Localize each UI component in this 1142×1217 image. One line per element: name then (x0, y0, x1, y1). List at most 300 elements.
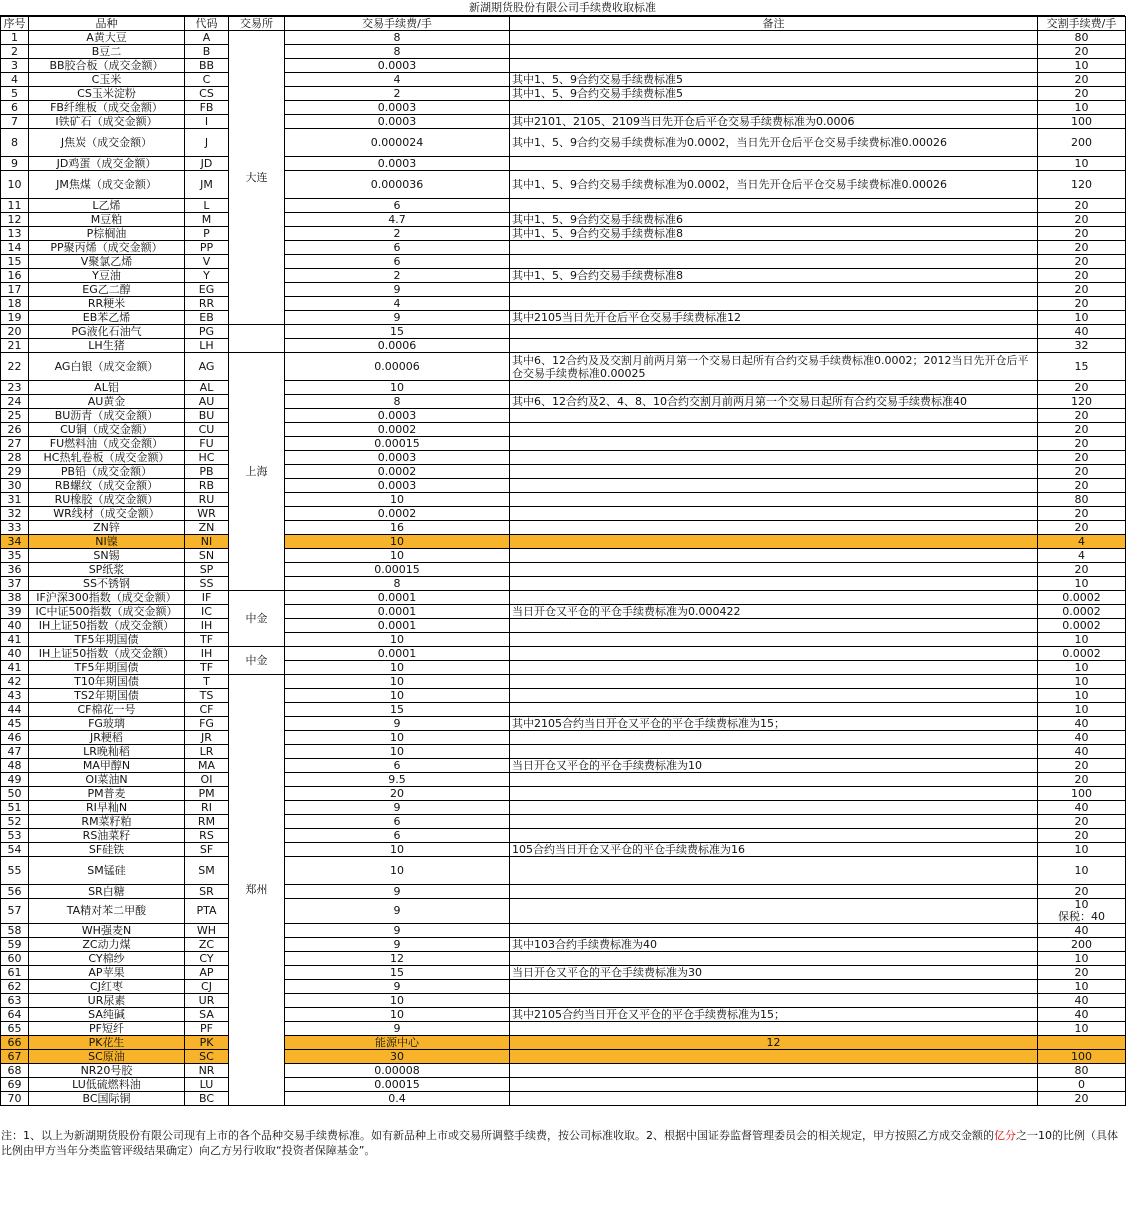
delivery-value: 20 (1074, 408, 1089, 422)
delivery-value: 20 (1074, 296, 1089, 310)
cell-seq: 64 (1, 1008, 29, 1022)
cell-delivery (1038, 465, 1126, 479)
cell-name: M豆粕 (29, 213, 185, 227)
cell-remark (510, 297, 1038, 311)
cell-remark (510, 255, 1038, 269)
cell-delivery (1038, 952, 1126, 966)
cell-code: RR (185, 297, 229, 311)
delivery-value: 0.0002 (1062, 590, 1101, 604)
delivery-value: 10 (1074, 702, 1089, 716)
table-row (1, 787, 1126, 801)
delivery-value: 20 (1074, 884, 1089, 898)
cell-remark (510, 633, 1038, 647)
table-row (1, 311, 1126, 325)
cell-fee: 8 (285, 577, 510, 591)
cell-fee: 10 (285, 549, 510, 563)
delivery-value: 20 (1074, 506, 1089, 520)
cell-code: HC (185, 451, 229, 465)
cell-name: LH生猪 (29, 339, 185, 353)
delivery-value: 10 (1074, 1021, 1089, 1035)
cell-fee: 0.000024 (285, 129, 510, 157)
cell-seq: 62 (1, 980, 29, 994)
cell-delivery (1038, 899, 1126, 924)
cell-remark (510, 451, 1038, 465)
cell-delivery (1038, 451, 1126, 465)
footnote-part2: 之一10的比例（具体比例由甲方当年分类监管评级结果确定）向乙方另行收取“投资者保障基金”。 (1, 1129, 1118, 1157)
cell-name: TF5年期国债 (29, 633, 185, 647)
cell-code: PTA (185, 899, 229, 924)
cell-remark: 其中2105当日先开仓后平仓交易手续费标准12 (510, 311, 1038, 325)
cell-name: JR粳稻 (29, 731, 185, 745)
cell-remark (510, 493, 1038, 507)
cell-delivery (1038, 535, 1126, 549)
cell-name: FB纤维板（成交金额） (29, 101, 185, 115)
table-row (1, 479, 1126, 493)
cell-delivery (1038, 31, 1126, 45)
delivery-value: 10 (1074, 951, 1089, 965)
cell-fee: 0.0001 (285, 591, 510, 605)
cell-remark (510, 647, 1038, 661)
cell-delivery (1038, 689, 1126, 703)
cell-remark (510, 535, 1038, 549)
cell-delivery (1038, 269, 1126, 283)
table-row (1, 773, 1126, 787)
cell-remark (510, 1092, 1038, 1106)
cell-name: ZN锌 (29, 521, 185, 535)
cell-fee: 0.4 (285, 1092, 510, 1106)
cell-delivery (1038, 938, 1126, 952)
cell-delivery (1038, 199, 1126, 213)
table-row (1, 1092, 1126, 1106)
delivery-value: 20 (1074, 965, 1089, 979)
cell-remark (510, 45, 1038, 59)
cell-name: L乙烯 (29, 199, 185, 213)
table-row (1, 87, 1126, 101)
cell-name: SN锡 (29, 549, 185, 563)
cell-code: PP (185, 241, 229, 255)
cell-delivery (1038, 409, 1126, 423)
cell-name: P棕榈油 (29, 227, 185, 241)
cell-seq: 9 (1, 157, 29, 171)
table-row (1, 45, 1126, 59)
cell-delivery (1038, 966, 1126, 980)
cell-fee: 12 (510, 1036, 1038, 1050)
cell-seq: 20 (1, 325, 29, 339)
delivery-value: 200 (1071, 937, 1092, 951)
cell-delivery (1038, 591, 1126, 605)
cell-name: IH上证50指数（成交金额） (29, 619, 185, 633)
cell-code: P (185, 227, 229, 241)
cell-code: FG (185, 717, 229, 731)
cell-fee: 0.00015 (285, 563, 510, 577)
delivery-value: 120 (1071, 177, 1092, 191)
delivery-value: 20 (1074, 814, 1089, 828)
cell-delivery (1038, 885, 1126, 899)
cell-seq: 37 (1, 577, 29, 591)
cell-seq: 7 (1, 115, 29, 129)
delivery-value: 10 (1074, 632, 1089, 646)
cell-delivery (1038, 661, 1126, 675)
cell-name: CS玉米淀粉 (29, 87, 185, 101)
delivery-value: 20 (1074, 282, 1089, 296)
cell-code: AL (185, 381, 229, 395)
cell-delivery (1038, 924, 1126, 938)
cell-remark: 105合约当日开仓又平仓的平仓手续费标准为16 (510, 843, 1038, 857)
cell-remark (510, 1064, 1038, 1078)
cell-delivery (1038, 1008, 1126, 1022)
delivery-value: 40 (1074, 1007, 1089, 1021)
cell-code: SP (185, 563, 229, 577)
cell-delivery (1038, 311, 1126, 325)
cell-delivery (1038, 507, 1126, 521)
delivery-value: 10 (1074, 576, 1089, 590)
cell-fee: 20 (285, 787, 510, 801)
cell-delivery (1038, 521, 1126, 535)
cell-fee: 0.0003 (285, 479, 510, 493)
delivery-value: 40 (1074, 716, 1089, 730)
cell-code: SR (185, 885, 229, 899)
cell-seq: 52 (1, 815, 29, 829)
delivery-value-bonded: 保税：40 (1058, 910, 1105, 923)
table-row (1, 269, 1126, 283)
cell-fee: 8 (285, 31, 510, 45)
cell-code: JM (185, 171, 229, 199)
delivery-value: 20 (1074, 520, 1089, 534)
delivery-value: 40 (1074, 923, 1089, 937)
cell-seq: 49 (1, 773, 29, 787)
cell-delivery (1038, 59, 1126, 73)
cell-delivery (1038, 395, 1126, 409)
cell-seq: 68 (1, 1064, 29, 1078)
table-row (1, 255, 1126, 269)
cell-remark (510, 980, 1038, 994)
cell-fee: 8 (285, 395, 510, 409)
delivery-value: 0.0002 (1062, 618, 1101, 632)
cell-seq: 42 (1, 675, 29, 689)
table-body (1, 31, 1126, 1106)
cell-seq: 35 (1, 549, 29, 563)
table-row (1, 493, 1126, 507)
cell-exchange: 中金 (229, 591, 285, 647)
cell-code: NI (185, 535, 229, 549)
cell-name: C玉米 (29, 73, 185, 87)
table-row (1, 1008, 1126, 1022)
table-row (1, 395, 1126, 409)
header-exchange: 交易所 (229, 17, 285, 31)
cell-code: RM (185, 815, 229, 829)
cell-seq: 70 (1, 1092, 29, 1106)
cell-code: B (185, 45, 229, 59)
cell-code: RI (185, 801, 229, 815)
cell-delivery (1038, 787, 1126, 801)
cell-name: TF5年期国债 (29, 661, 185, 675)
cell-fee: 2 (285, 227, 510, 241)
table-row (1, 661, 1126, 675)
delivery-value: 20 (1074, 1091, 1089, 1105)
cell-code: RB (185, 479, 229, 493)
cell-name: SM锰硅 (29, 857, 185, 885)
cell-name: AL铝 (29, 381, 185, 395)
cell-code: JR (185, 731, 229, 745)
delivery-value: 10 (1074, 674, 1089, 688)
cell-seq: 21 (1, 339, 29, 353)
cell-name: JM焦煤（成交金额） (29, 171, 185, 199)
cell-name: AU黄金 (29, 395, 185, 409)
cell-seq: 5 (1, 87, 29, 101)
cell-name: FU燃料油（成交金额） (29, 437, 185, 451)
cell-fee: 9 (285, 311, 510, 325)
cell-remark: 其中1、5、9合约交易手续费标准为0.0002，当日先开仓后平仓交易手续费标准0.00026 (510, 171, 1038, 199)
table-row (1, 759, 1126, 773)
cell-code: RS (185, 829, 229, 843)
cell-fee: 0.0003 (285, 101, 510, 115)
delivery-value: 20 (1074, 828, 1089, 842)
delivery-value: 10 (1074, 156, 1089, 170)
delivery-value: 0.0002 (1062, 604, 1101, 618)
cell-fee: 9 (285, 899, 510, 924)
cell-delivery (1038, 171, 1126, 199)
cell-name: RR粳米 (29, 297, 185, 311)
table-row (1, 1064, 1126, 1078)
cell-exchange: 大连 (229, 31, 285, 325)
cell-seq: 10 (1, 171, 29, 199)
cell-remark: 其中6、12合约及2、4、8、10合约交割月前两月第一个交易日起所有合约交易手续费标准40 (510, 395, 1038, 409)
table-row (1, 283, 1126, 297)
cell-fee: 4 (285, 73, 510, 87)
cell-delivery (1038, 87, 1126, 101)
cell-name: RB螺纹（成交金额） (29, 479, 185, 493)
cell-code: IH (185, 619, 229, 633)
cell-remark (510, 924, 1038, 938)
cell-name: MA甲醇N (29, 759, 185, 773)
cell-seq: 32 (1, 507, 29, 521)
cell-fee: 9 (285, 801, 510, 815)
cell-delivery (1038, 577, 1126, 591)
cell-delivery (1038, 759, 1126, 773)
cell-fee: 10 (285, 675, 510, 689)
table-row (1, 101, 1126, 115)
cell-code: PG (185, 325, 229, 339)
cell-remark: 当日开仓又平仓的平仓手续费标准为10 (510, 759, 1038, 773)
cell-code: TF (185, 661, 229, 675)
delivery-value: 120 (1071, 394, 1092, 408)
cell-code: PB (185, 465, 229, 479)
table-row (1, 843, 1126, 857)
cell-fee: 9 (285, 980, 510, 994)
table-row (1, 1078, 1126, 1092)
delivery-value: 20 (1074, 450, 1089, 464)
delivery-value: 20 (1074, 198, 1089, 212)
cell-fee: 6 (285, 829, 510, 843)
cell-fee: 0.00015 (285, 437, 510, 451)
delivery-value: 10 (1074, 863, 1089, 877)
cell-fee: 9 (285, 885, 510, 899)
cell-delivery (1038, 353, 1126, 381)
cell-delivery (1038, 815, 1126, 829)
cell-code: FB (185, 101, 229, 115)
cell-seq: 25 (1, 409, 29, 423)
cell-seq: 56 (1, 885, 29, 899)
cell-fee: 10 (285, 745, 510, 759)
cell-seq: 14 (1, 241, 29, 255)
table-row (1, 619, 1126, 633)
cell-remark (510, 885, 1038, 899)
cell-delivery (1038, 745, 1126, 759)
sheet-title: 新湖期货股份有限公司手续费收取标准 (0, 0, 1125, 16)
cell-fee: 0.0003 (285, 409, 510, 423)
cell-code: UR (185, 994, 229, 1008)
delivery-value: 32 (1074, 338, 1089, 352)
delivery-value: 20 (1074, 464, 1089, 478)
cell-code: LU (185, 1078, 229, 1092)
delivery-value: 20 (1074, 772, 1089, 786)
table-row (1, 549, 1126, 563)
table-row (1, 966, 1126, 980)
cell-delivery (1038, 843, 1126, 857)
cell-fee: 2 (285, 269, 510, 283)
cell-name: RM菜籽粕 (29, 815, 185, 829)
cell-fee: 0.0003 (285, 157, 510, 171)
delivery-value: 100 (1071, 786, 1092, 800)
cell-remark (510, 675, 1038, 689)
cell-fee: 10 (285, 661, 510, 675)
table-row (1, 521, 1126, 535)
fee-table (0, 16, 1126, 1106)
cell-delivery (1038, 213, 1126, 227)
cell-remark (510, 994, 1038, 1008)
cell-code: TS (185, 689, 229, 703)
table-row (1, 952, 1126, 966)
cell-fee: 0.0002 (285, 465, 510, 479)
cell-seq: 67 (1, 1050, 29, 1064)
cell-delivery (1038, 423, 1126, 437)
table-row (1, 535, 1126, 549)
cell-code: I (185, 115, 229, 129)
cell-name: PM普麦 (29, 787, 185, 801)
cell-delivery (1038, 633, 1126, 647)
cell-delivery (1038, 479, 1126, 493)
cell-delivery (1038, 283, 1126, 297)
cell-seq: 33 (1, 521, 29, 535)
cell-seq: 51 (1, 801, 29, 815)
cell-fee: 6 (285, 241, 510, 255)
cell-code: SM (185, 857, 229, 885)
cell-code: CJ (185, 980, 229, 994)
table-row (1, 577, 1126, 591)
cell-fee: 9 (285, 924, 510, 938)
cell-code: PM (185, 787, 229, 801)
delivery-value: 20 (1074, 562, 1089, 576)
cell-name: BU沥青（成交金额） (29, 409, 185, 423)
cell-name: TA精对苯二甲酸 (29, 899, 185, 924)
cell-fee: 10 (285, 381, 510, 395)
cell-code: SA (185, 1008, 229, 1022)
cell-code: AU (185, 395, 229, 409)
cell-delivery (1038, 255, 1126, 269)
cell-name: PB铅（成交金额） (29, 465, 185, 479)
cell-seq: 55 (1, 857, 29, 885)
table-row (1, 325, 1126, 339)
cell-fee: 9 (285, 1022, 510, 1036)
cell-fee: 0.00015 (285, 1078, 510, 1092)
cell-code: PK (185, 1036, 229, 1050)
header-code: 代码 (185, 17, 229, 31)
cell-fee: 30 (285, 1050, 510, 1064)
cell-code: SS (185, 577, 229, 591)
cell-name: PK花生 (29, 1036, 185, 1050)
cell-seq: 69 (1, 1078, 29, 1092)
cell-fee: 0.0001 (285, 619, 510, 633)
cell-code: FU (185, 437, 229, 451)
header-name: 品种 (29, 17, 185, 31)
delivery-value: 10 (1074, 688, 1089, 702)
cell-remark (510, 577, 1038, 591)
table-row (1, 1036, 1126, 1050)
cell-remark (510, 591, 1038, 605)
cell-fee: 6 (285, 199, 510, 213)
cell-fee: 9 (285, 283, 510, 297)
delivery-value: 20 (1074, 422, 1089, 436)
cell-code: BU (185, 409, 229, 423)
cell-name: WH强麦N (29, 924, 185, 938)
cell-delivery (1038, 339, 1126, 353)
cell-code: AG (185, 353, 229, 381)
delivery-value: 4 (1078, 534, 1085, 548)
cell-name: UR尿素 (29, 994, 185, 1008)
cell-code: MA (185, 759, 229, 773)
cell-seq: 41 (1, 633, 29, 647)
cell-code: OI (185, 773, 229, 787)
cell-delivery (1038, 1022, 1126, 1036)
cell-delivery (1038, 1050, 1126, 1064)
cell-delivery (1038, 227, 1126, 241)
cell-name: AP苹果 (29, 966, 185, 980)
table-row (1, 241, 1126, 255)
cell-name: SC原油 (29, 1050, 185, 1064)
table-row (1, 717, 1126, 731)
table-row (1, 59, 1126, 73)
delivery-value: 20 (1074, 86, 1089, 100)
delivery-value: 20 (1074, 240, 1089, 254)
cell-fee: 0.0001 (285, 605, 510, 619)
cell-code: AP (185, 966, 229, 980)
cell-fee: 9 (285, 717, 510, 731)
cell-code: IF (185, 591, 229, 605)
delivery-value: 40 (1074, 324, 1089, 338)
cell-fee: 10 (285, 843, 510, 857)
footnote-part1: 注：1、以上为新湖期货股份有限公司现有上市的各个品种交易手续费标准。如有新品种上市或交易所调整手续费，按公司标准收取。2、根据中国证券监督管理委员会的相关规定，甲方按照乙方成交金额的 (1, 1129, 994, 1142)
cell-seq: 60 (1, 952, 29, 966)
cell-seq: 40 (1, 647, 29, 661)
cell-name: I铁矿石（成交金额） (29, 115, 185, 129)
cell-fee: 2 (285, 87, 510, 101)
cell-remark (510, 157, 1038, 171)
cell-code: M (185, 213, 229, 227)
delivery-value: 10 (1074, 898, 1089, 911)
cell-seq: 24 (1, 395, 29, 409)
cell-delivery (1038, 45, 1126, 59)
cell-seq: 3 (1, 59, 29, 73)
cell-code: CF (185, 703, 229, 717)
table-row (1, 703, 1126, 717)
cell-code: WH (185, 924, 229, 938)
table-row (1, 633, 1126, 647)
table-row (1, 731, 1126, 745)
cell-name: BB胶合板（成交金额） (29, 59, 185, 73)
cell-seq: 40 (1, 619, 29, 633)
delivery-value: 0 (1078, 1077, 1085, 1091)
cell-code: IH (185, 647, 229, 661)
